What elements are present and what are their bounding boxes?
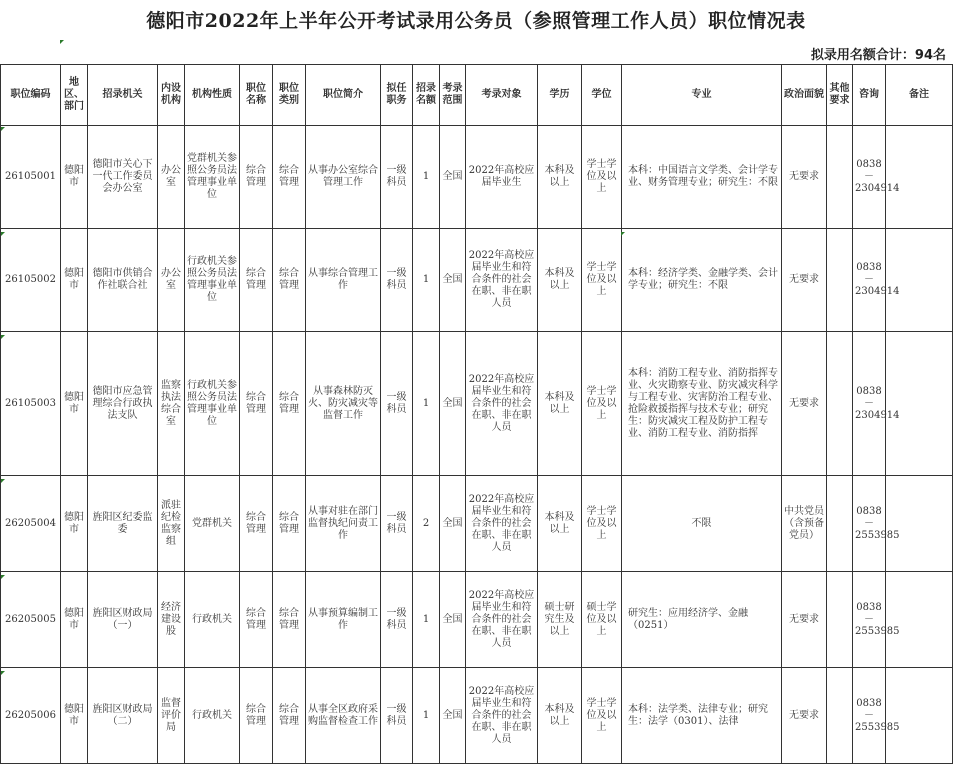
- cell-pos-name: 综合管理: [240, 476, 273, 572]
- cell-note: [886, 572, 953, 668]
- cell-phone: 0838－2304914: [853, 229, 886, 332]
- table-row: [1, 668, 953, 764]
- header-rank: 拟任职务: [381, 65, 413, 126]
- cell-degree: 学士学位及以上: [582, 332, 622, 476]
- cell-politics: 中共党员（含预备党员）: [782, 476, 827, 572]
- cell-degree: 学士学位及以上: [582, 126, 622, 229]
- cell-pos-name: 综合管理: [240, 332, 273, 476]
- cell-pos-name: 综合管理: [240, 668, 273, 764]
- cell-code: 26205005: [1, 572, 61, 668]
- cell-target: 2022年高校应届毕业生和符合条件的社会在职、非在职人员: [466, 668, 538, 764]
- table-row: [1, 476, 953, 572]
- cell-rank: 一级科员: [381, 476, 413, 572]
- cell-pos-name: 综合管理: [240, 229, 273, 332]
- cell-region: 德阳市: [61, 229, 88, 332]
- cell-degree: 硕士学位及以上: [582, 572, 622, 668]
- cell-region: 德阳市: [61, 572, 88, 668]
- cell-politics: 无要求: [782, 572, 827, 668]
- cell-politics: 无要求: [782, 126, 827, 229]
- cell-note: [886, 229, 953, 332]
- cell-scope: 全国: [440, 572, 466, 668]
- cell-note: [886, 476, 953, 572]
- cell-note: [886, 126, 953, 229]
- cell-agency: 旌阳区财政局（二）: [88, 668, 158, 764]
- header-dept: 内设机构: [158, 65, 185, 126]
- cell-major: 本科：法学类、法律专业；研究生：法学（0301）、法律: [622, 668, 782, 764]
- cell-code: 26205006: [1, 668, 61, 764]
- cell-dept: 派驻纪检监察组: [158, 476, 185, 572]
- position-table: [0, 64, 953, 764]
- header-pos-name: 职位名称: [240, 65, 273, 126]
- cell-nature: 行政机关: [185, 572, 240, 668]
- header-note: 备注: [886, 65, 953, 126]
- cell-major: 本科：消防工程专业、消防指挥专业、火灾勘察专业、防灾减灾科学与工程专业、灾害防治工程专业、抢险救援指挥与技术专业；研究生：防灾减灾工程及防护工程专业、消防工程专业、消防指挥: [622, 332, 782, 476]
- cell-major: 本科：中国语言文学类、会计学专业、财务管理专业；研究生：不限: [622, 126, 782, 229]
- cell-intro: 从事森林防灭火、防灾减灾等监督工作: [306, 332, 381, 476]
- cell-degree: 学士学位及以上: [582, 476, 622, 572]
- cell-other: [827, 126, 853, 229]
- table-row: [1, 229, 953, 332]
- cell-other: [827, 332, 853, 476]
- cell-edu: 本科及以上: [538, 476, 582, 572]
- cell-nature: 行政机关参照公务员法管理事业单位: [185, 229, 240, 332]
- header-pos-type: 职位类别: [273, 65, 306, 126]
- cell-dept: 办公室: [158, 126, 185, 229]
- comment-marker: [621, 232, 625, 236]
- cell-major: 研究生：应用经济学、金融（0251）: [622, 572, 782, 668]
- cell-rank: 一级科员: [381, 126, 413, 229]
- header-other: 其他要求: [827, 65, 853, 126]
- cell-edu: 本科及以上: [538, 229, 582, 332]
- cell-count: 1: [413, 332, 440, 476]
- cell-pos-type: 综合管理: [273, 668, 306, 764]
- cell-nature: 党群机关参照公务员法管理事业单位: [185, 126, 240, 229]
- comment-marker: [1, 127, 5, 131]
- header-edu: 学历: [538, 65, 582, 126]
- cell-code: 26205004: [1, 476, 61, 572]
- cell-intro: 从事办公室综合管理工作: [306, 126, 381, 229]
- cell-note: [886, 332, 953, 476]
- cell-intro: 从事综合管理工作: [306, 229, 381, 332]
- cell-target: 2022年高校应届毕业生: [466, 126, 538, 229]
- header-agency: 招录机关: [88, 65, 158, 126]
- comment-marker: [60, 40, 64, 44]
- cell-other: [827, 229, 853, 332]
- cell-count: 1: [413, 229, 440, 332]
- cell-other: [827, 572, 853, 668]
- cell-scope: 全国: [440, 229, 466, 332]
- header-nature: 机构性质: [185, 65, 240, 126]
- header-target: 考录对象: [466, 65, 538, 126]
- table-row: [1, 126, 953, 229]
- quota-total: 拟录用名额合计：94名: [810, 48, 946, 63]
- page-title: 德阳市2022年上半年公开考试录用公务员（参照管理工作人员）职位情况表: [146, 10, 806, 32]
- cell-agency: 德阳市应急管理综合行政执法支队: [88, 332, 158, 476]
- cell-other: [827, 668, 853, 764]
- cell-nature: 行政机关: [185, 668, 240, 764]
- header-major: 专业: [622, 65, 782, 126]
- cell-agency: 旌阳区财政局（一）: [88, 572, 158, 668]
- cell-edu: 本科及以上: [538, 126, 582, 229]
- cell-target: 2022年高校应届毕业生和符合条件的社会在职、非在职人员: [466, 229, 538, 332]
- cell-count: 1: [413, 126, 440, 229]
- cell-rank: 一级科员: [381, 572, 413, 668]
- cell-target: 2022年高校应届毕业生和符合条件的社会在职、非在职人员: [466, 476, 538, 572]
- cell-phone: 0838－2553985: [853, 572, 886, 668]
- cell-edu: 本科及以上: [538, 668, 582, 764]
- header-scope: 考录范围: [440, 65, 466, 126]
- cell-intro: 从事预算编制工作: [306, 572, 381, 668]
- cell-politics: 无要求: [782, 668, 827, 764]
- header-region: 地区、部门: [61, 65, 88, 126]
- cell-intro: 从事对驻在部门监督执纪问责工作: [306, 476, 381, 572]
- cell-rank: 一级科员: [381, 229, 413, 332]
- header-phone: 咨询: [853, 65, 886, 126]
- cell-intro: 从事全区政府采购监督检查工作: [306, 668, 381, 764]
- cell-nature: 行政机关参照公务员法管理事业单位: [185, 332, 240, 476]
- cell-rank: 一级科员: [381, 332, 413, 476]
- cell-note: [886, 668, 953, 764]
- cell-politics: 无要求: [782, 332, 827, 476]
- cell-pos-name: 综合管理: [240, 572, 273, 668]
- cell-dept: 办公室: [158, 229, 185, 332]
- cell-dept: 监督评价局: [158, 668, 185, 764]
- cell-count: 1: [413, 668, 440, 764]
- cell-scope: 全国: [440, 332, 466, 476]
- cell-degree: 学士学位及以上: [582, 229, 622, 332]
- cell-pos-type: 综合管理: [273, 476, 306, 572]
- header-row: [1, 65, 953, 126]
- cell-scope: 全国: [440, 476, 466, 572]
- cell-phone: 0838－2304914: [853, 126, 886, 229]
- header-code: 职位编码: [1, 65, 61, 126]
- cell-phone: 0838－2553985: [853, 668, 886, 764]
- comment-marker: [1, 335, 5, 339]
- cell-pos-type: 综合管理: [273, 572, 306, 668]
- table-row: [1, 572, 953, 668]
- cell-rank: 一级科员: [381, 668, 413, 764]
- cell-other: [827, 476, 853, 572]
- cell-dept: 经济建设股: [158, 572, 185, 668]
- cell-phone: 0838－2304914: [853, 332, 886, 476]
- cell-edu: 硕士研究生及以上: [538, 572, 582, 668]
- cell-pos-name: 综合管理: [240, 126, 273, 229]
- cell-code: 26105002: [1, 229, 61, 332]
- cell-scope: 全国: [440, 668, 466, 764]
- cell-politics: 无要求: [782, 229, 827, 332]
- header-intro: 职位简介: [306, 65, 381, 126]
- cell-code: 26105003: [1, 332, 61, 476]
- cell-pos-type: 综合管理: [273, 126, 306, 229]
- cell-nature: 党群机关: [185, 476, 240, 572]
- cell-region: 德阳市: [61, 332, 88, 476]
- cell-agency: 旌阳区纪委监委: [88, 476, 158, 572]
- cell-count: 1: [413, 572, 440, 668]
- cell-pos-type: 综合管理: [273, 332, 306, 476]
- cell-agency: 德阳市关心下一代工作委员会办公室: [88, 126, 158, 229]
- cell-region: 德阳市: [61, 668, 88, 764]
- cell-scope: 全国: [440, 126, 466, 229]
- cell-degree: 学士学位及以上: [582, 668, 622, 764]
- cell-target: 2022年高校应届毕业生和符合条件的社会在职、非在职人员: [466, 572, 538, 668]
- cell-region: 德阳市: [61, 126, 88, 229]
- cell-agency: 德阳市供销合作社联合社: [88, 229, 158, 332]
- comment-marker: [1, 479, 5, 483]
- cell-edu: 本科及以上: [538, 332, 582, 476]
- cell-dept: 监察执法综合室: [158, 332, 185, 476]
- comment-marker: [1, 671, 5, 675]
- cell-major: 本科：经济学类、金融学类、会计学专业；研究生：不限: [622, 229, 782, 332]
- comment-marker: [1, 575, 5, 579]
- cell-region: 德阳市: [61, 476, 88, 572]
- header-count: 招录名额: [413, 65, 440, 126]
- header-politics: 政治面貌: [782, 65, 827, 126]
- header-degree: 学位: [582, 65, 622, 126]
- cell-pos-type: 综合管理: [273, 229, 306, 332]
- table-row: [1, 332, 953, 476]
- cell-major: 不限: [622, 476, 782, 572]
- cell-count: 2: [413, 476, 440, 572]
- comment-marker: [1, 232, 5, 236]
- cell-phone: 0838－2553985: [853, 476, 886, 572]
- cell-target: 2022年高校应届毕业生和符合条件的社会在职、非在职人员: [466, 332, 538, 476]
- cell-code: 26105001: [1, 126, 61, 229]
